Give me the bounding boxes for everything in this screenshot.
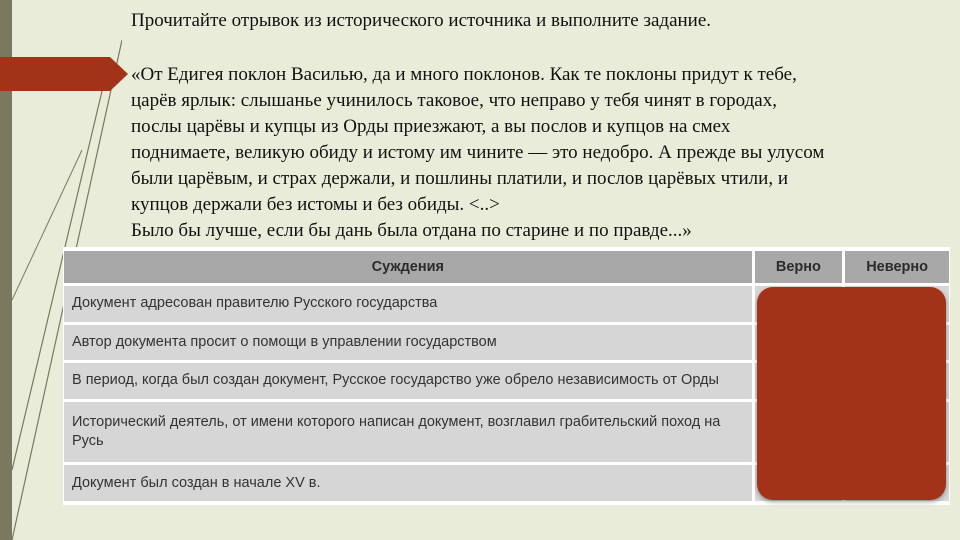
statement-cell: Исторический деятель, от имени которого написан документ, возглавил грабительский поход на Русь bbox=[64, 402, 752, 463]
answer-cover-shape[interactable] bbox=[757, 287, 946, 500]
task-instruction: Прочитайте отрывок из исторического источника и выполните задание. bbox=[131, 10, 712, 31]
red-arrow-marker bbox=[0, 57, 128, 91]
quote-line: «От Едигея поклон Василью, да и много поклонов. Как те поклоны придут к тебе, bbox=[131, 64, 797, 85]
statement-cell: В период, когда был создан документ, Русское государство уже обрело независимость от Орды bbox=[64, 363, 752, 399]
quote-line: царёв ярлык: слышанье учинилось таковое, что неправо у тебя чинят в городах, bbox=[131, 90, 777, 111]
quote-line: поднимаете, великую обиду и истому им чините — это недобро. А прежде вы улусом bbox=[131, 142, 825, 163]
text-block bbox=[131, 8, 946, 244]
header-statements: Суждения bbox=[64, 251, 752, 283]
statement-cell: Документ был создан в начале XV в. bbox=[64, 465, 752, 501]
quote-line: были царёвым, и страх держали, и пошлины платили, и послов царёвых чтили, и bbox=[131, 168, 788, 189]
quote-line: купцов держали без истомы и без обиды. <..> bbox=[131, 194, 500, 215]
header-false: Неверно bbox=[842, 251, 949, 283]
quote-line: послы царёвы и купцы из Орды приезжают, а вы послов и купцов на смех bbox=[131, 116, 731, 137]
quote-line: Было бы лучше, если бы дань была отдана по старине и по правде...» bbox=[131, 220, 692, 241]
table-header-row bbox=[64, 251, 949, 283]
statement-cell: Автор документа просит о помощи в управлении государством bbox=[64, 325, 752, 361]
statement-cell: Документ адресован правителю Русского государства bbox=[64, 286, 752, 322]
header-true: Верно bbox=[752, 251, 843, 283]
